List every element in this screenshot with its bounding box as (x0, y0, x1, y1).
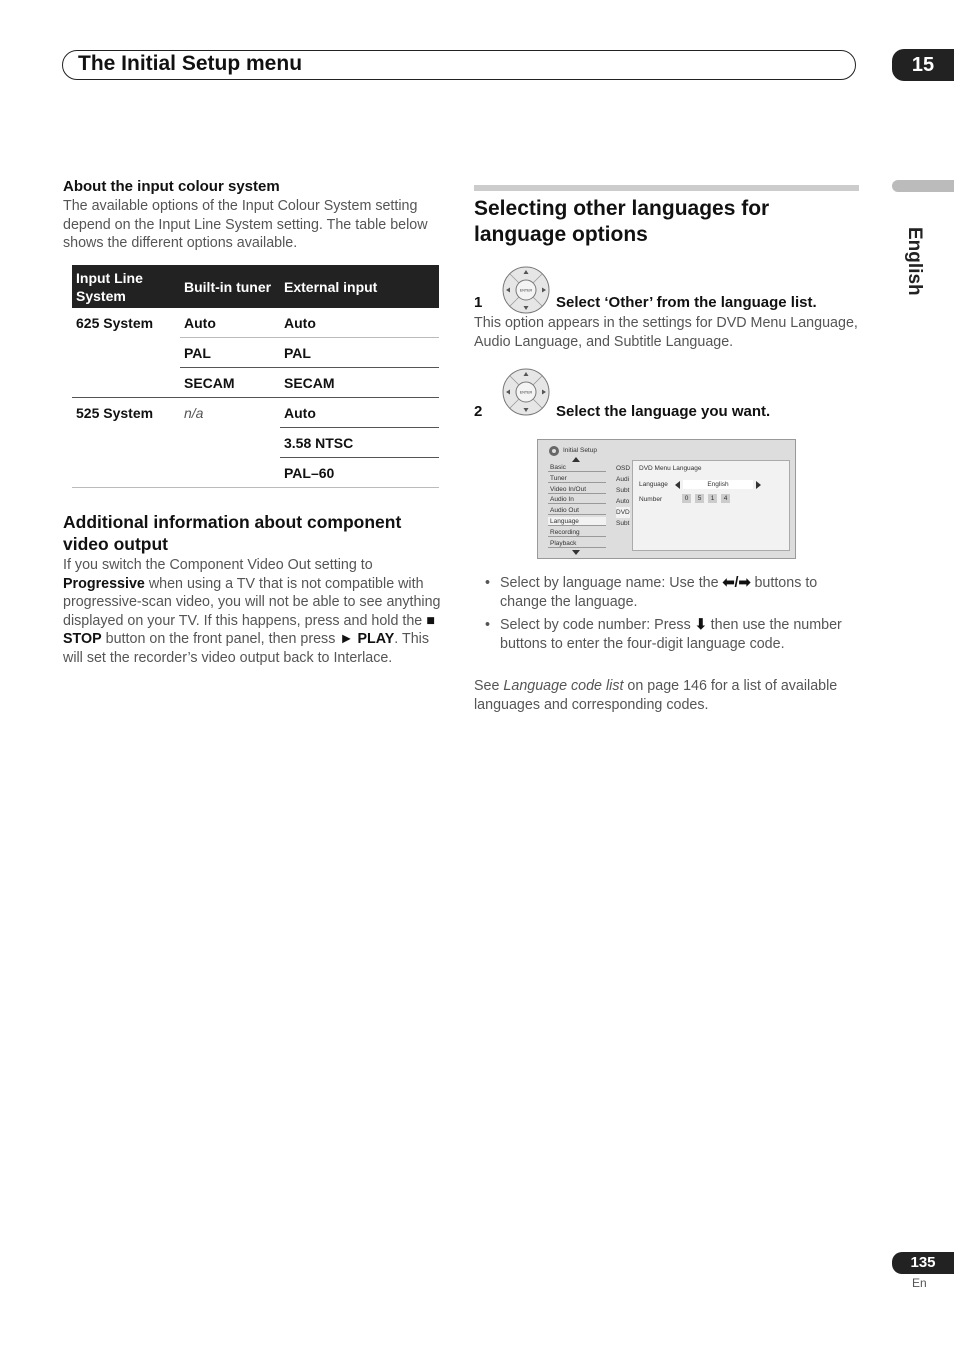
text-run: buttons to change the language. (500, 575, 818, 610)
side-tab-language-label: English (904, 227, 925, 296)
language-code-list-reference: Language code list (503, 678, 624, 694)
osd-submenu-item: Subt (616, 520, 630, 527)
table-cell: n/a (180, 398, 280, 428)
bullet-code-number (500, 616, 860, 653)
table-header-row (72, 265, 439, 308)
table-cell: PAL–60 (280, 458, 439, 488)
table-row (72, 338, 439, 368)
component-video-heading: Additional information about component video output (63, 512, 402, 554)
text-run: then use the number buttons to enter the four-digit language code. (500, 617, 842, 652)
table-row (72, 398, 439, 428)
table-cell: Auto (180, 308, 280, 338)
osd-submenu (616, 463, 630, 529)
table-cell: Auto (280, 398, 439, 428)
text-run: . This will set the recorder’s video output back to Interlace. (63, 631, 429, 666)
table-cell: PAL (180, 338, 280, 368)
bullet-language-name (500, 574, 860, 611)
osd-number-digit: 0 (682, 494, 691, 503)
table-cell: 525 System (72, 398, 180, 428)
table-cell (72, 428, 180, 458)
osd-number-digit: 5 (695, 494, 704, 503)
step-2-text: Select the language you want. (556, 403, 771, 420)
remote-enter-label: ENTER (519, 288, 533, 293)
osd-menu-item: Tuner (548, 474, 606, 483)
section-rule (474, 185, 859, 191)
table-cell: SECAM (180, 368, 280, 398)
component-video-paragraph (63, 556, 447, 667)
page-number: 135 (892, 1252, 954, 1274)
text-run: Select by language name: Use the (500, 575, 723, 591)
table-cell (72, 368, 180, 398)
page-title: The Initial Setup menu (78, 52, 303, 75)
step-1-number: 1 (474, 294, 483, 311)
osd-submenu-item: Auto (616, 498, 630, 505)
see-reference-paragraph (474, 677, 859, 714)
table-row (72, 428, 439, 458)
side-tab-bar (892, 180, 954, 192)
remote-enter-label: ENTER (519, 390, 533, 395)
table-cell: 3.58 NTSC (280, 428, 439, 458)
arrow-right-icon (756, 481, 761, 489)
table-cell: Auto (280, 308, 439, 338)
colour-system-paragraph: The available options of the Input Colour System setting depend on the Input Line System setting. The table below shows the different options available. (63, 198, 428, 251)
osd-submenu-item: Audi (616, 476, 630, 483)
colour-options-table (72, 265, 439, 488)
chapter-badge: 15 (892, 49, 954, 81)
osd-menu-item: Video In/Out (548, 485, 606, 494)
osd-number-digit: 4 (721, 494, 730, 503)
osd-submenu-item: OSD (616, 465, 631, 472)
page-language: En (912, 1276, 927, 1290)
text-run: Select by code number: Press (500, 617, 695, 633)
osd-panel-title: DVD Menu Language (639, 465, 702, 472)
osd-menu-item: Playback (548, 539, 606, 548)
osd-language-panel (632, 460, 790, 551)
osd-number-label: Number (639, 496, 663, 503)
step-1-text: Select ‘Other’ from the language list. (556, 294, 817, 311)
osd-menu-item: Audio Out (548, 506, 606, 515)
table-header-cell: External input (280, 265, 439, 308)
osd-menu-item-selected: Language (548, 517, 606, 526)
text-run: when using a TV that is not compatible with progressive-scan video, you will not be able to see anything displayed on your TV. If this happens, press and hold the (63, 575, 441, 629)
table-row (72, 458, 439, 488)
table-cell (180, 428, 280, 458)
play-button-term: ► PLAY (339, 631, 395, 647)
table-cell: PAL (280, 338, 439, 368)
remote-dpad-icon (502, 368, 550, 416)
osd-submenu-item: Subt (616, 487, 630, 494)
scroll-up-icon (572, 457, 580, 462)
osd-menu-item: Basic (548, 463, 606, 472)
stop-button-term: ■ STOP (63, 612, 435, 647)
table-cell: 625 System (76, 314, 154, 331)
table-row (72, 368, 439, 398)
osd-submenu-item-selected: DVD (616, 509, 630, 516)
osd-screenshot (537, 439, 796, 559)
text-run: See (474, 678, 504, 694)
step-2-number: 2 (474, 403, 483, 420)
progressive-term: Progressive (63, 575, 145, 592)
table-cell (180, 458, 280, 488)
osd-menu-item: Audio In (548, 495, 606, 504)
osd-number-digit: 1 (708, 494, 717, 503)
languages-heading: Selecting other languages for language options (474, 197, 770, 246)
table-cell: SECAM (280, 368, 439, 398)
setup-wrench-icon (547, 445, 561, 457)
table-header-cell: Built-in tuner (180, 265, 280, 308)
osd-language-label: Language (639, 481, 668, 488)
bullet-marker: • (485, 617, 491, 633)
osd-language-value: English (683, 480, 753, 489)
arrow-left-icon (675, 481, 680, 489)
step-1-paragraph: This option appears in the settings for DVD Menu Language, Audio Language, and Subtitle Language. (474, 315, 858, 350)
table-cell (72, 458, 180, 488)
table-cell (72, 338, 180, 368)
osd-title: Initial Setup (563, 447, 597, 454)
text-run: If you switch the Component Video Out setting to (63, 557, 373, 573)
arrow-down-icon: ⬇ (694, 617, 707, 633)
table-header-cell: Input Line System (72, 265, 180, 308)
text-run: button on the front panel, then press (101, 631, 340, 647)
osd-menu-item: Recording (548, 528, 606, 537)
table-row (72, 308, 439, 338)
scroll-down-icon (572, 550, 580, 555)
text-run: on page 146 for a list of available languages and corresponding codes. (474, 678, 838, 713)
colour-system-heading: About the input colour system (63, 178, 280, 195)
remote-dpad-icon (502, 266, 550, 314)
bullet-marker: • (485, 575, 491, 591)
arrow-keys-icon: ⬅/➡ (722, 575, 751, 591)
